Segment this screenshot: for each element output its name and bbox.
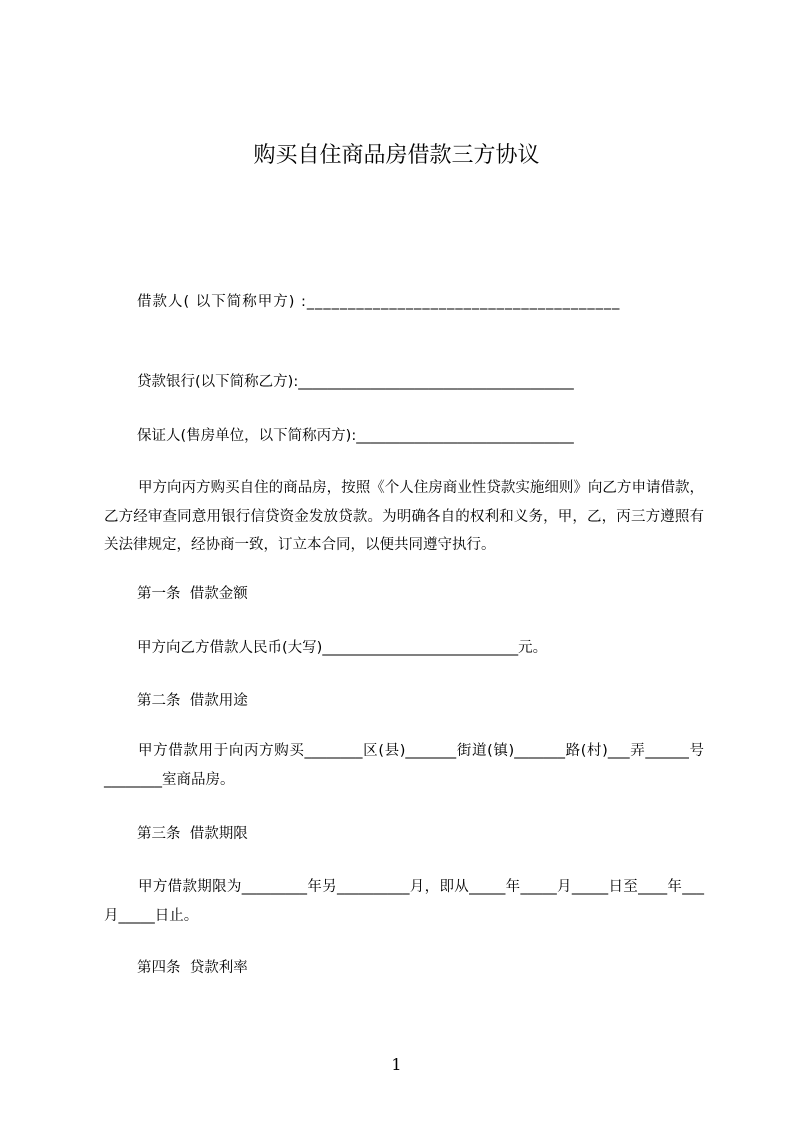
article-2-body: 甲方借款用于向丙方购买________区(县)_______街道(镇)_______路(村)___弄______号________室商品房。 <box>104 743 704 788</box>
article-1-heading: 第一条 借款金额 <box>137 586 248 602</box>
article-4-heading: 第四条 贷款利率 <box>137 960 248 976</box>
article-3-body: 甲方借款期限为_________年另__________月，即从_____年_____月_____日至____年___月_____日止。 <box>104 879 704 924</box>
document-title: 购买自住商品房借款三方协议 <box>253 143 540 168</box>
page-number: 1 <box>391 1055 402 1074</box>
article-1-body: 甲方向乙方借款人民币(大写)___________________________元。 <box>137 640 548 656</box>
guarantor-field: 保证人(售房单位，以下简称丙方):______________________________ <box>137 428 574 444</box>
article-2-heading: 第二条 借款用途 <box>137 693 248 709</box>
lender-field: 贷款银行(以下简称乙方):______________________________________ <box>137 374 574 390</box>
article-3-heading: 第三条 借款期限 <box>137 826 248 842</box>
borrower-field: 借款人( 以下简称甲方) :______________________________________ <box>137 294 621 310</box>
preamble-paragraph: 甲方向丙方购买自住的商品房，按照《个人住房商业性贷款实施细则》向乙方申请借款，乙方经审查同意用银行信贷资金发放贷款。为明确各自的权利和义务，甲，乙，丙三方遵照有关法律规定，经协商一致，订立本合同，以便共同遵守执行。 <box>104 480 704 553</box>
